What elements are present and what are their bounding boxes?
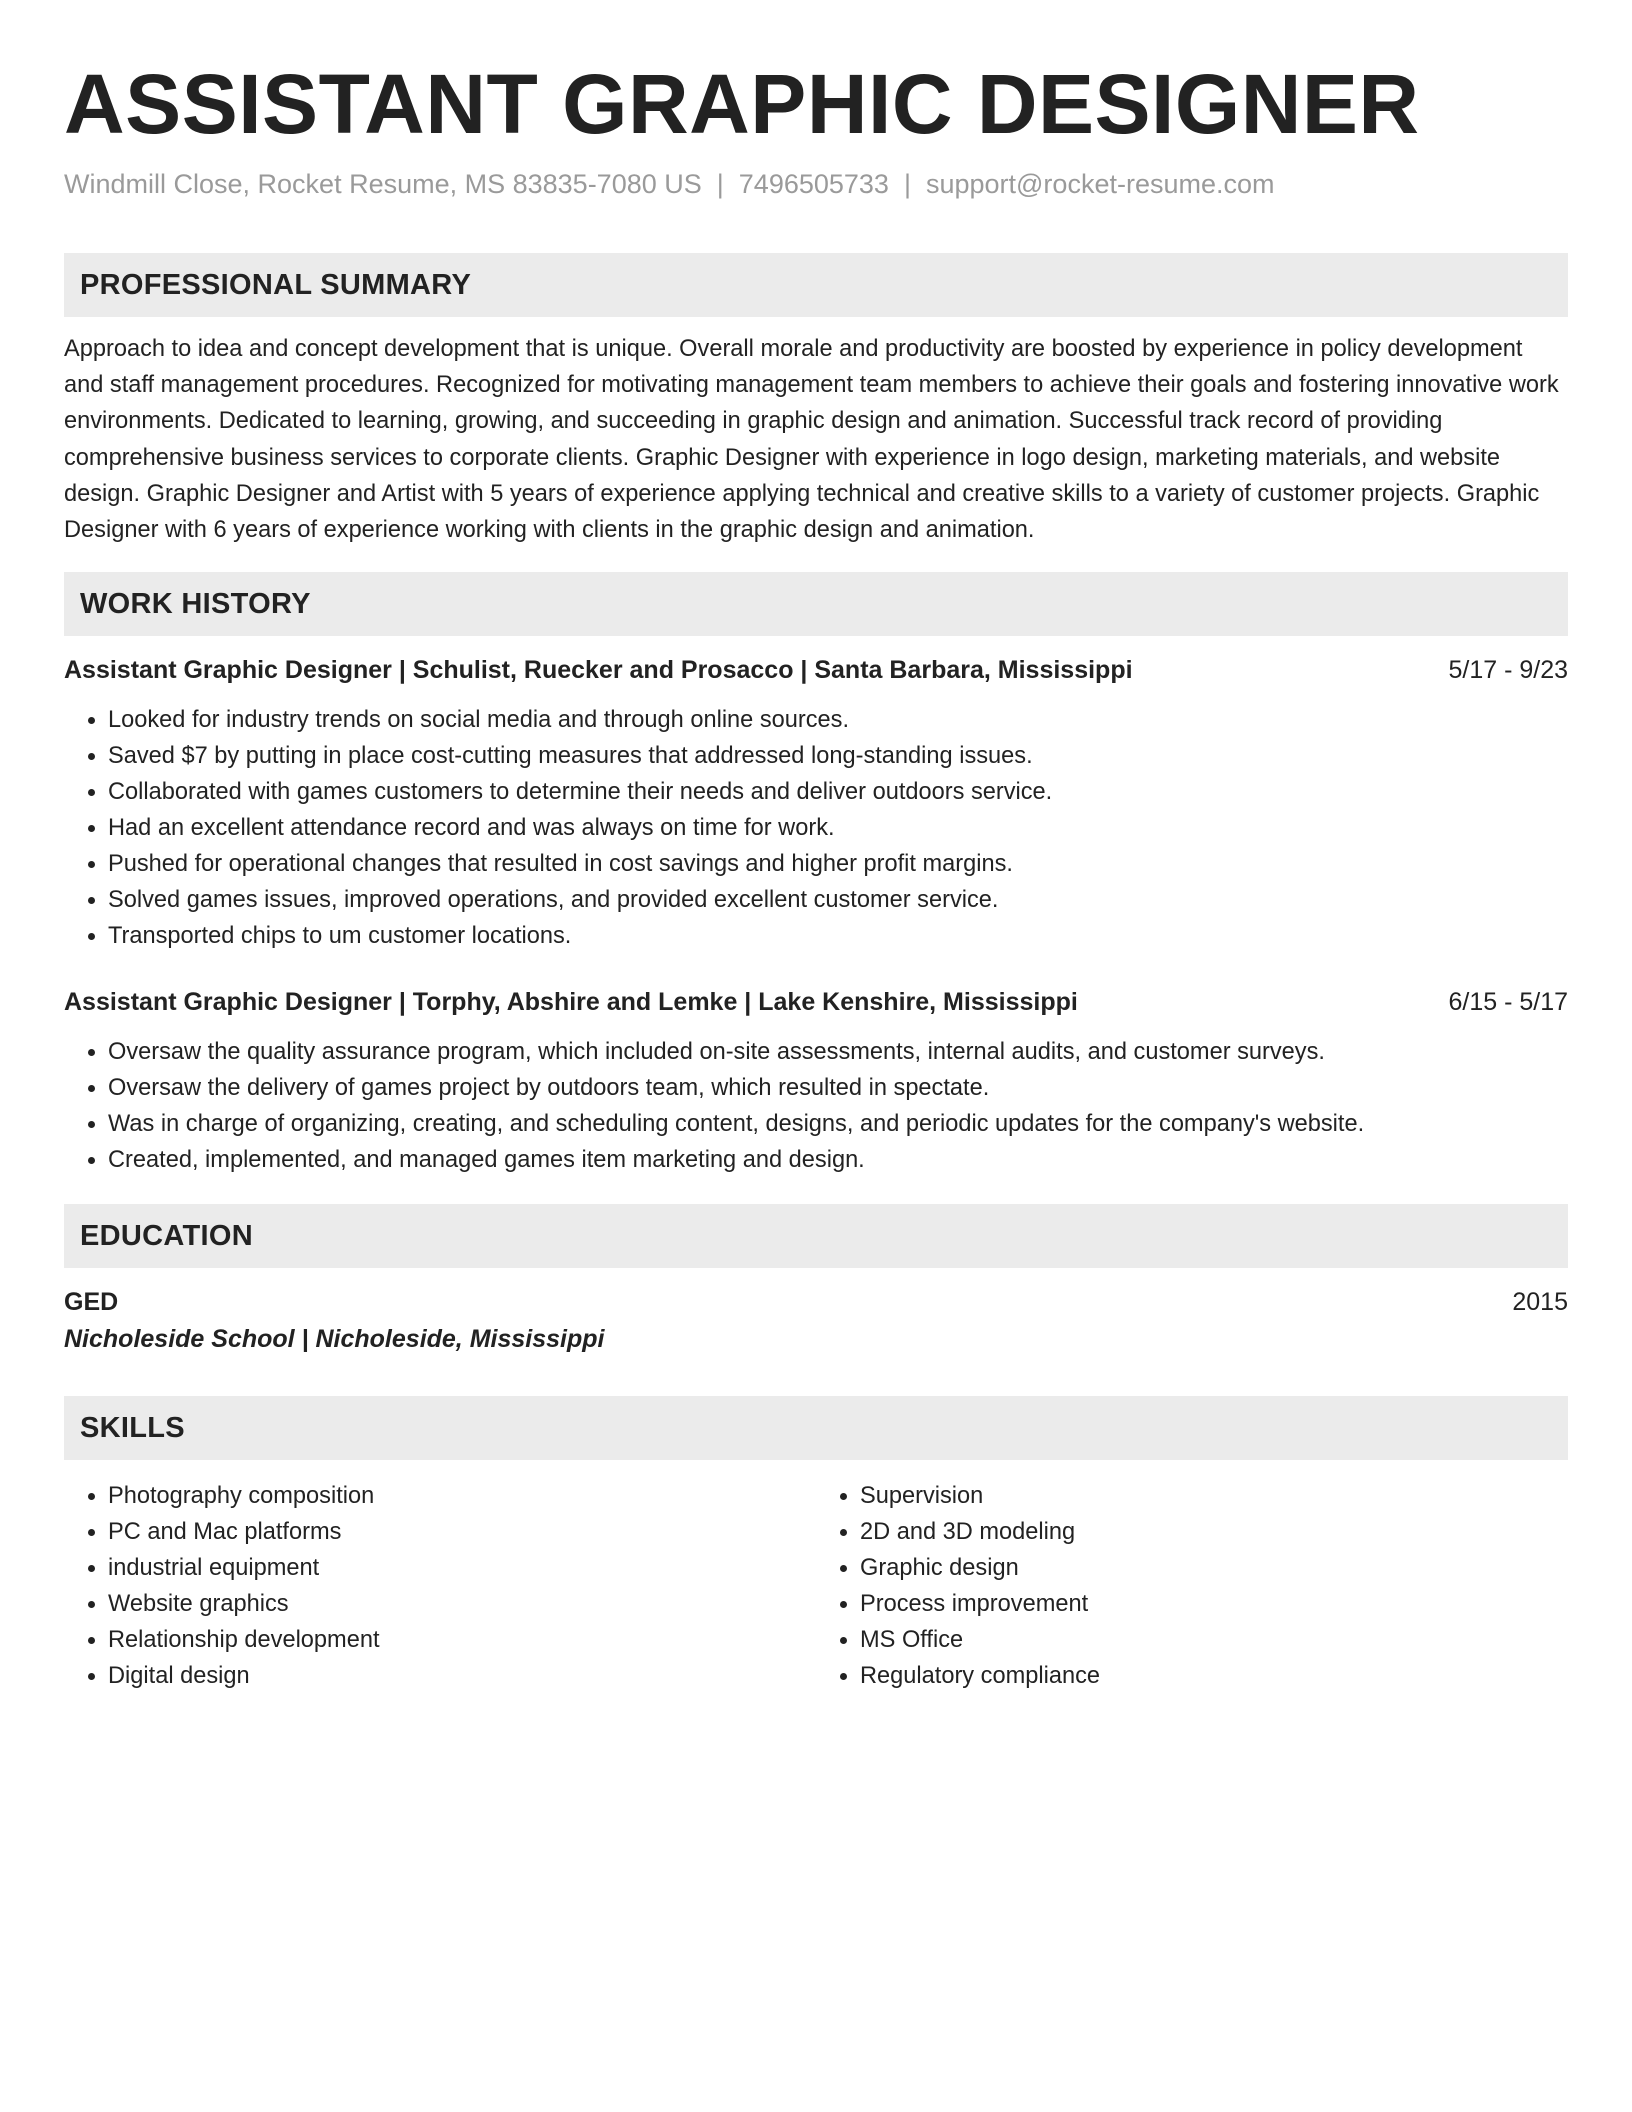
summary-heading: PROFESSIONAL SUMMARY xyxy=(64,253,1568,317)
job-bullet: • Collaborated with games customers to determine their needs and deliver outdoors service. xyxy=(108,774,1568,810)
job-bullet: • Pushed for operational changes that resulted in cost savings and higher profit margins. xyxy=(108,846,1568,882)
skills-column-left xyxy=(64,1478,816,1694)
job-header xyxy=(64,984,1568,1020)
job-bullet: • Oversaw the quality assurance program, which included on-site assessments, internal audits, and customer surveys. xyxy=(108,1034,1568,1070)
skill-item: • Website graphics xyxy=(108,1586,816,1622)
skills-list xyxy=(816,1478,1568,1694)
contact-separator: | xyxy=(716,169,724,199)
skills-column-right xyxy=(816,1478,1568,1694)
education-header xyxy=(64,1284,1568,1320)
contact-phone: 7496505733 xyxy=(738,169,889,199)
skill-item: • Digital design xyxy=(108,1658,816,1694)
education-degree: GED xyxy=(64,1288,119,1317)
summary-section xyxy=(64,253,1568,548)
job-bullet: • Oversaw the delivery of games project by outdoors team, which resulted in spectate. xyxy=(108,1070,1568,1106)
skill-item: • MS Office xyxy=(860,1622,1568,1658)
job-bullet: • Had an excellent attendance record and was always on time for work. xyxy=(108,810,1568,846)
job-bullet: • Was in charge of organizing, creating, and scheduling content, designs, and periodic updates for the company's website. xyxy=(108,1106,1568,1142)
skills-grid xyxy=(64,1478,1568,1694)
job-bullet: • Solved games issues, improved operations, and provided excellent customer service. xyxy=(108,882,1568,918)
contact-email: support@rocket-resume.com xyxy=(925,169,1275,199)
skill-item: • industrial equipment xyxy=(108,1550,816,1586)
contact-address: Windmill Close, Rocket Resume, MS 83835-7080 US xyxy=(64,169,702,199)
skill-item: • Graphic design xyxy=(860,1550,1568,1586)
skill-item: • Photography composition xyxy=(108,1478,816,1514)
contact-separator: | xyxy=(903,169,911,199)
skill-item: • 2D and 3D modeling xyxy=(860,1514,1568,1550)
education-section xyxy=(64,1204,1568,1358)
job-title: Assistant Graphic Designer | Torphy, Abshire and Lemke | Lake Kenshire, Mississippi xyxy=(64,988,1078,1017)
job-header xyxy=(64,652,1568,688)
job-bullet: • Saved $7 by putting in place cost-cutting measures that addressed long-standing issues. xyxy=(108,738,1568,774)
job-bullets xyxy=(64,702,1568,954)
work-history-heading: WORK HISTORY xyxy=(64,572,1568,636)
work-history-section xyxy=(64,572,1568,1178)
education-year: 2015 xyxy=(1512,1288,1568,1317)
skill-item: • Supervision xyxy=(860,1478,1568,1514)
job-title: Assistant Graphic Designer | Schulist, Ruecker and Prosacco | Santa Barbara, Mississippi xyxy=(64,656,1133,685)
skill-item: • Regulatory compliance xyxy=(860,1658,1568,1694)
job-bullet: • Transported chips to um customer locations. xyxy=(108,918,1568,954)
job-entry xyxy=(64,652,1568,954)
skill-item: • PC and Mac platforms xyxy=(108,1514,816,1550)
skills-list xyxy=(64,1478,816,1694)
job-bullets xyxy=(64,1034,1568,1178)
education-heading: EDUCATION xyxy=(64,1204,1568,1268)
skills-section xyxy=(64,1396,1568,1694)
job-dates: 6/15 - 5/17 xyxy=(1448,988,1568,1017)
job-dates: 5/17 - 9/23 xyxy=(1448,656,1568,685)
job-entry xyxy=(64,984,1568,1178)
job-bullet: • Looked for industry trends on social media and through online sources. xyxy=(108,702,1568,738)
resume-name: ASSISTANT GRAPHIC DESIGNER xyxy=(64,57,1420,151)
job-bullet: • Created, implemented, and managed games item marketing and design. xyxy=(108,1142,1568,1178)
skills-heading: SKILLS xyxy=(64,1396,1568,1460)
skill-item: • Process improvement xyxy=(860,1586,1568,1622)
contact-line xyxy=(64,166,1568,202)
summary-text: Approach to idea and concept development that is unique. Overall morale and productivity are boosted by experience in policy development and staff management procedures. Recognized for motivating management team members to achieve their goals and fostering innovative work environments. Dedicated to learning, growing, and succeeding in graphic design and animation. Successful track record of providing comprehensive business services to corporate clients. Graphic Designer with experience in logo design, marketing materials, and website design. Graphic Designer and Artist with 5 years of experience applying technical and creative skills to a variety of customer projects. Graphic Designer with 6 years of experience working with clients in the graphic design and animation. xyxy=(64,336,1559,544)
skill-item: • Relationship development xyxy=(108,1622,816,1658)
education-school: Nicholeside School | Nicholeside, Mississippi xyxy=(64,1325,605,1354)
